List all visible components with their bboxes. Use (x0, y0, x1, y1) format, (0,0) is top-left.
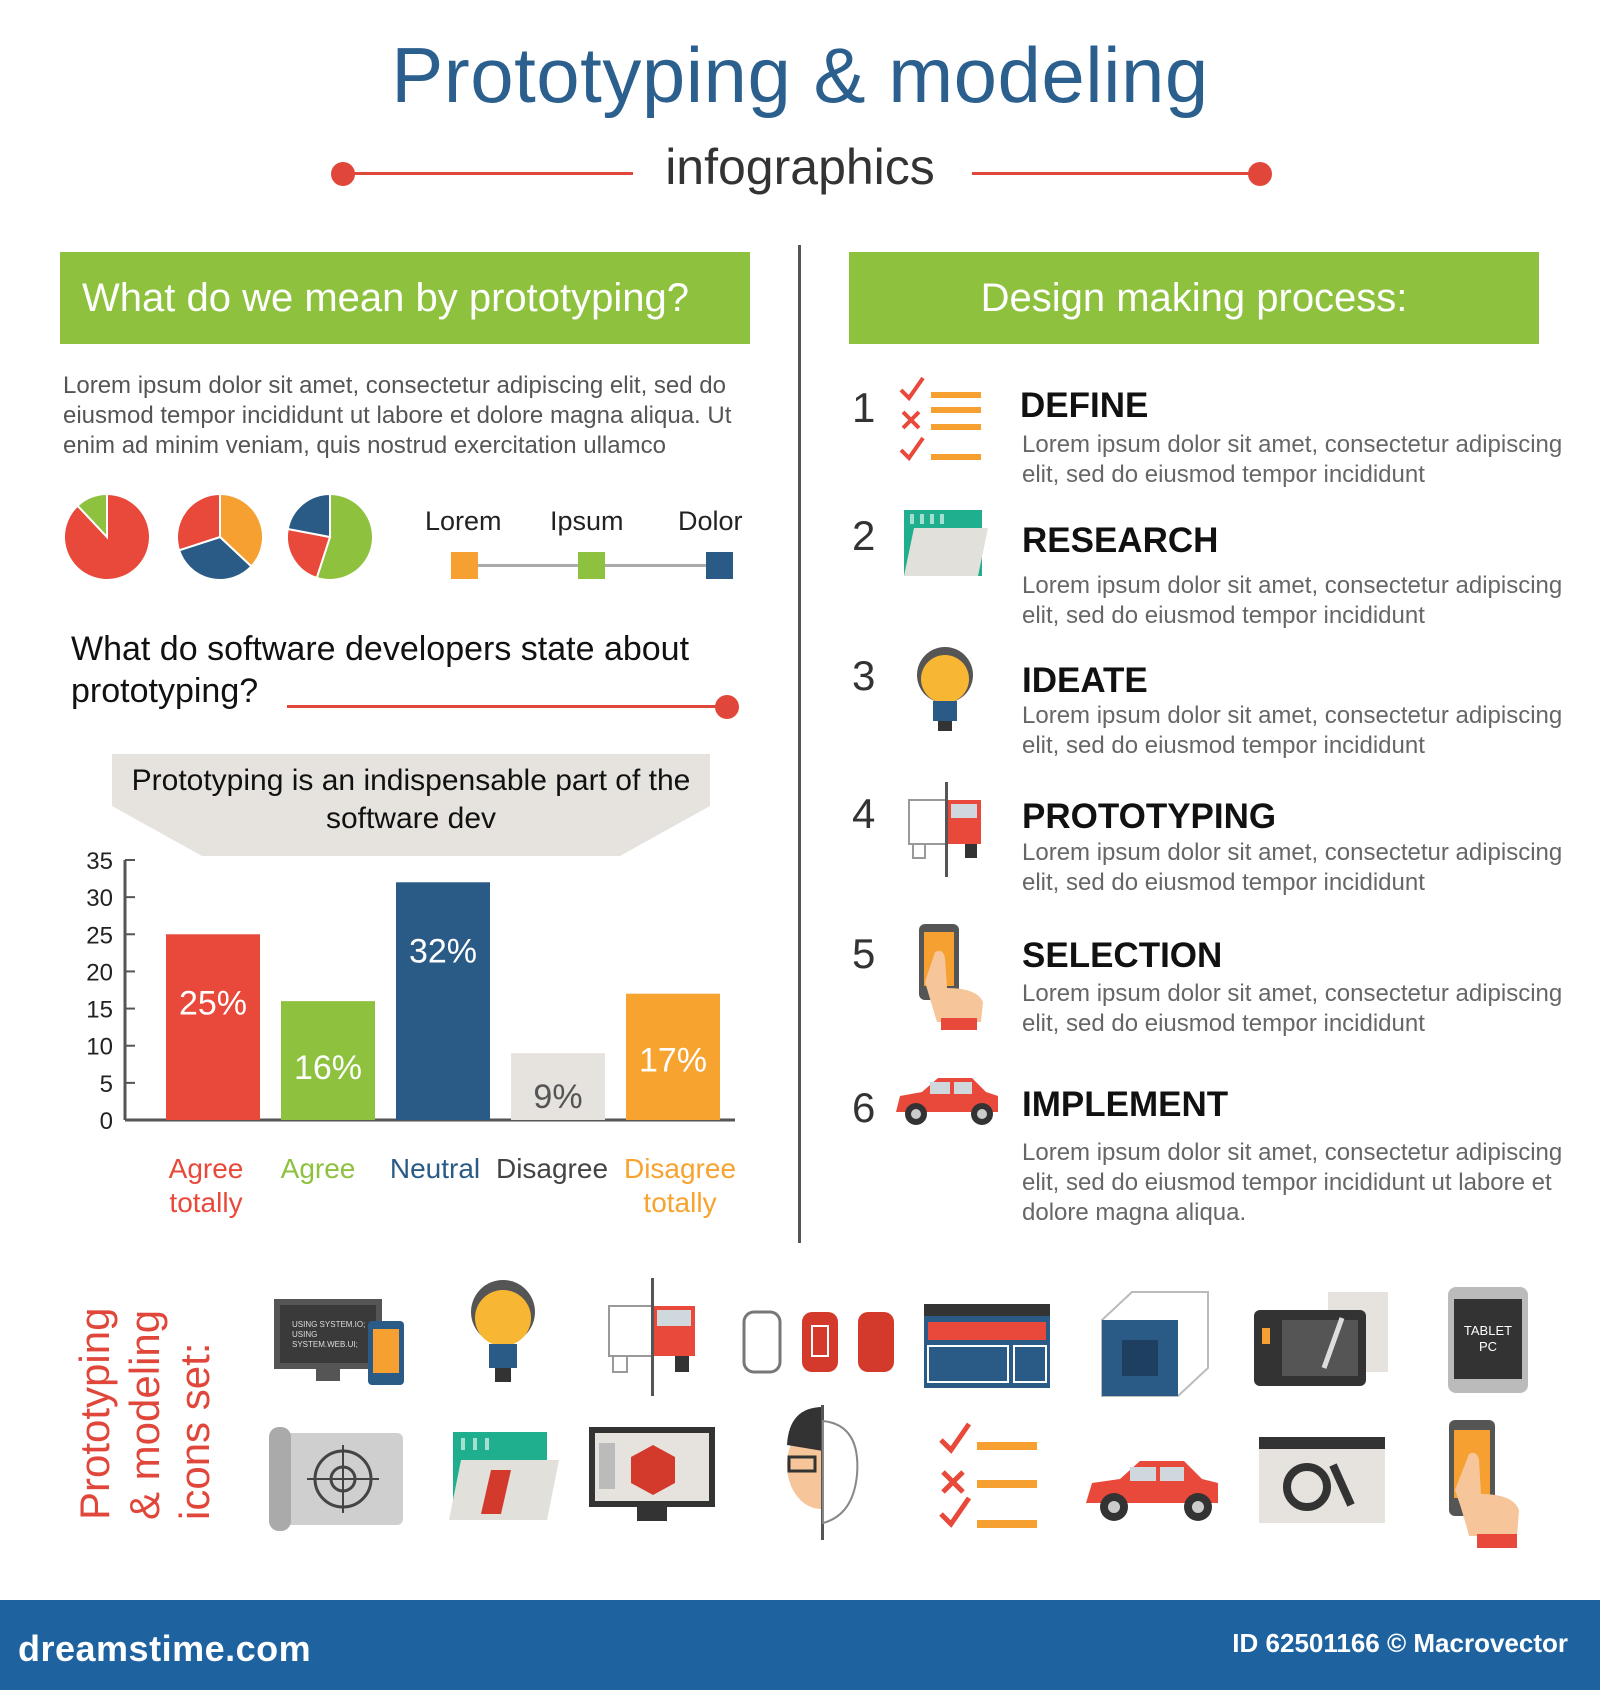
y-tick-label: 0 (99, 1108, 113, 1135)
step-text-selection: Lorem ipsum dolor sit amet, consectetur adipiscing elit, sed do eiusmod tempor incididunt (1022, 980, 1563, 1037)
step-title-ideate: IDEATE (1022, 661, 1148, 700)
step-title-prototyping: PROTOTYPING (1022, 797, 1277, 836)
y-tick-label: 30 (86, 885, 113, 913)
x-label-disagree: Disagree (495, 1153, 609, 1184)
right-section-banner: Design making process: (849, 252, 1539, 344)
question-line (287, 705, 727, 708)
graphic-tablet-icon (1252, 1290, 1392, 1390)
legend-label-dolor: Dolor (678, 506, 743, 536)
car-icon (892, 1072, 1002, 1130)
phone-tap-icon (915, 922, 995, 1030)
monitor-phone-code-icon (272, 1295, 407, 1390)
legend-swatch-lorem (451, 552, 478, 579)
step-number-5: 5 (852, 930, 876, 977)
intro-text: Lorem ipsum dolor sit amet, consectetur adipiscing elit, sed do eiusmod tempor incididunt ut labore et dolore magna aliqua. Ut enim ad minim veniam, quis nostrud exercitation ullamco (63, 372, 732, 459)
step-number-2: 2 (852, 512, 876, 559)
title-right-line (972, 172, 1262, 175)
step-number-4: 4 (852, 790, 876, 837)
y-tick-label: 10 (86, 1033, 113, 1061)
folder-icon (902, 508, 992, 580)
step-title-implement: IMPLEMENT (1022, 1085, 1229, 1124)
pie3-slice-3 (288, 494, 330, 537)
icon-set-title-line1: Prototyping (71, 1307, 118, 1520)
pie-charts (60, 490, 390, 590)
x-label-neutral: Neutral (389, 1153, 481, 1184)
monitor-3d-model-icon (587, 1425, 717, 1530)
legend-label-ipsum: Ipsum (550, 506, 624, 536)
step-text-implement: Lorem ipsum dolor sit amet, consectetur adipiscing elit, sed do eiusmod tempor incididunt ut labore et dolore magna aliqua. (1022, 1139, 1563, 1226)
question-dot (715, 695, 739, 719)
car-prototype-set-icon (605, 1278, 700, 1396)
monitor-code-line2: USING (292, 1330, 318, 1339)
title-right-dot (1248, 162, 1272, 186)
icon-set-title-line3: icons set: (171, 1342, 218, 1520)
page-subtitle: infographics (665, 139, 935, 195)
step-number-3: 3 (852, 652, 876, 699)
x-label-agree-totally: Agree totally (168, 1153, 244, 1218)
step-title-selection: SELECTION (1022, 936, 1223, 975)
title-left-line (343, 172, 633, 175)
browser-settings-icon (1257, 1435, 1387, 1525)
step-text-ideate: Lorem ipsum dolor sit amet, consectetur adipiscing elit, sed do eiusmod tempor incididunt (1022, 702, 1563, 759)
monitor-code-line3: SYSTEM.WEB.UI; (292, 1340, 358, 1349)
bar-neutral (396, 882, 490, 1120)
bar-agree-totally (166, 934, 260, 1120)
step-title-research: RESEARCH (1022, 521, 1219, 560)
step-text-define: Lorem ipsum dolor sit amet, consectetur adipiscing elit, sed do eiusmod tempor incididunt (1022, 431, 1563, 488)
chart-callout-text: Prototyping is an indispensable part of the software dev (131, 764, 691, 835)
tablet-label-line2: PC (1478, 1339, 1498, 1354)
left-section-banner: What do we mean by prototyping? (60, 252, 750, 344)
human-face-3d-icon (775, 1405, 870, 1540)
phone-tap-set-icon (1447, 1418, 1529, 1550)
step-title-define: DEFINE (1020, 386, 1149, 425)
bar-data-label: 17% (638, 1041, 708, 1080)
bar-data-label: 16% (293, 1049, 363, 1088)
bar-data-label: 9% (533, 1078, 583, 1116)
y-tick-label: 25 (86, 922, 113, 950)
x-label-agree: Agree (280, 1153, 356, 1184)
survey-question: What do software developers state about prototyping? (71, 630, 690, 710)
tablet-label-line1: TABLET (1463, 1323, 1513, 1338)
legend-swatch-dolor (706, 552, 733, 579)
y-tick-label: 5 (99, 1070, 113, 1098)
bar-data-label: 32% (408, 932, 478, 971)
bar-data-label: 25% (178, 984, 248, 1023)
legend-swatch-ipsum (578, 552, 605, 579)
lightbulb-gear-set-icon (467, 1278, 539, 1390)
column-divider (798, 245, 801, 1243)
lightbulb-gear-icon (910, 645, 980, 740)
icon-set-title-line2: & modeling (121, 1309, 168, 1520)
legend-label-lorem: Lorem (425, 506, 502, 536)
page-title: Prototyping & modeling (391, 31, 1209, 119)
step-text-research: Lorem ipsum dolor sit amet, consectetur adipiscing elit, sed do eiusmod tempor incididunt (1022, 572, 1563, 629)
checklist-set-icon (937, 1418, 1042, 1536)
browser-window-icon (922, 1302, 1052, 1390)
y-tick-label: 35 (86, 848, 113, 875)
y-tick-label: 20 (86, 959, 113, 987)
folder-set-icon (447, 1430, 562, 1522)
step-text-prototyping: Lorem ipsum dolor sit amet, consectetur adipiscing elit, sed do eiusmod tempor incididunt (1022, 839, 1563, 896)
footer-logo: dreamstime.com (18, 1628, 312, 1669)
step-number-6: 6 (852, 1084, 876, 1131)
y-tick-label: 15 (86, 996, 113, 1024)
3d-cube-icon (1100, 1290, 1210, 1398)
tablet-pc-icon (1446, 1285, 1530, 1395)
cylinders-icon (742, 1308, 897, 1376)
x-label-disagree-totally: Disagree totally (623, 1153, 737, 1218)
car-set-icon (1082, 1455, 1224, 1523)
icon-set-title (70, 1308, 220, 1520)
car-prototype-icon (905, 782, 985, 877)
step-number-1: 1 (852, 384, 876, 431)
blueprint-target-icon (267, 1425, 407, 1535)
footer-credit: ID 62501166 © Macrovector (1232, 1628, 1568, 1658)
checklist-icon (895, 372, 990, 467)
monitor-code-line1: USING SYSTEM.IO; (292, 1320, 366, 1329)
